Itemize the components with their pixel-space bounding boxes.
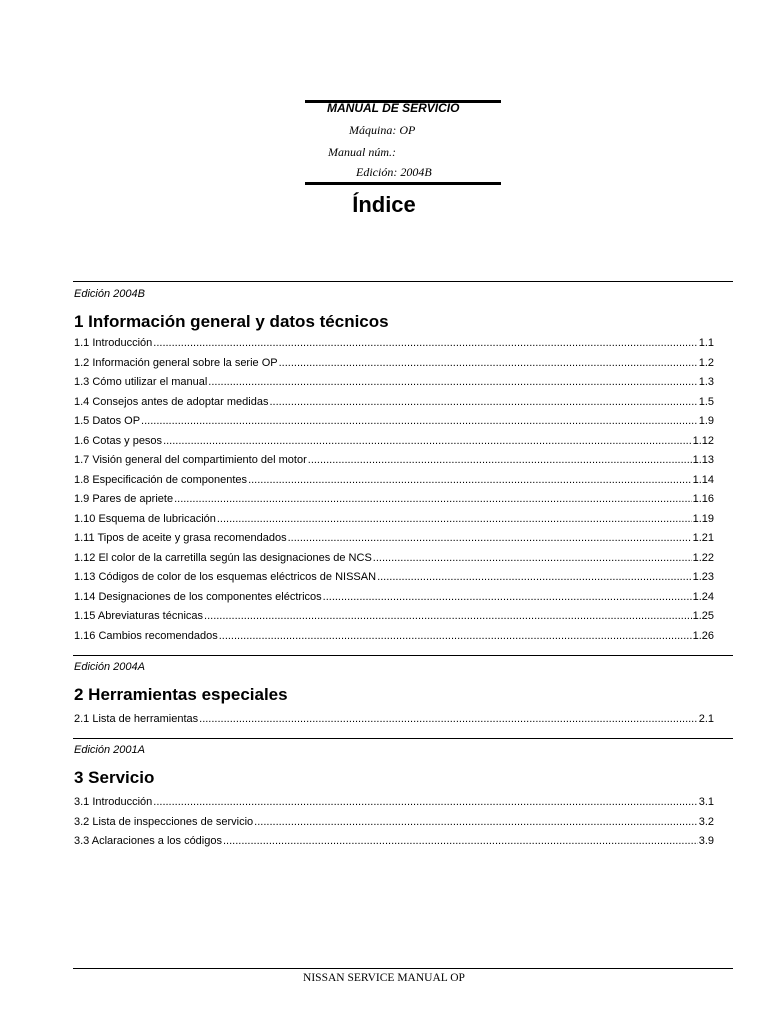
toc-entry-page: 3.9	[698, 835, 714, 847]
section-divider	[73, 738, 733, 739]
toc-entry-page: 1.14	[692, 473, 714, 486]
toc-entry-label: 1.6 Cotas y pesos	[74, 434, 163, 447]
toc-entry	[74, 630, 714, 650]
toc-entry-page: 1.23	[692, 571, 714, 583]
section-edition-label: Edición 2004A	[74, 661, 145, 673]
toc-leader-dots	[254, 816, 698, 828]
toc-entry-page: 1.21	[692, 532, 714, 544]
section-edition-label: Edición 2001A	[74, 744, 145, 756]
toc-entry	[74, 415, 714, 435]
toc-entry	[74, 552, 714, 572]
toc-leader-dots	[174, 493, 692, 505]
toc-leader-dots	[153, 796, 697, 808]
toc-leader-dots	[141, 415, 698, 427]
footer-text: NISSAN SERVICE MANUAL OP	[303, 972, 465, 984]
toc-entry-page: 1.12	[692, 434, 714, 447]
toc-leader-dots	[279, 357, 698, 369]
toc-entry	[74, 796, 714, 816]
toc-entry-page: 1.13	[692, 454, 714, 466]
section-edition-label: Edición 2004B	[74, 288, 145, 300]
toc-entry-page: 2.1	[698, 713, 714, 725]
toc-entry-page: 1.2	[698, 356, 714, 369]
toc-entry-page: 1.25	[692, 610, 714, 622]
section-heading: 2 Herramientas especiales	[74, 685, 288, 704]
manual-number-line: Manual núm.:	[328, 145, 396, 159]
toc-entry-page: 1.9	[698, 415, 714, 427]
toc-entry-page: 1.19	[692, 512, 714, 525]
toc-entry-label: 1.13 Códigos de color de los esquemas eléctricos de NISSAN	[74, 571, 377, 583]
toc-entry	[74, 493, 714, 513]
toc-leader-dots	[377, 571, 692, 583]
footer-rule	[73, 968, 733, 969]
toc-entry-label: 1.3 Cómo utilizar el manual	[74, 376, 208, 388]
toc-entry-label: 3.3 Aclaraciones a los códigos	[74, 835, 222, 847]
toc-leader-dots	[163, 435, 692, 447]
toc-leader-dots	[308, 454, 692, 466]
toc-leader-dots	[248, 474, 692, 486]
toc-list	[74, 337, 714, 649]
toc-entry	[74, 337, 714, 357]
toc-entry-page: 1.22	[692, 551, 714, 564]
section-heading: 3 Servicio	[74, 768, 155, 787]
section-divider	[73, 655, 733, 656]
toc-entry	[74, 532, 714, 552]
toc-entry	[74, 357, 714, 377]
machine-line: Máquina: OP	[349, 123, 416, 137]
toc-entry	[74, 435, 714, 455]
toc-leader-dots	[153, 337, 697, 349]
toc-leader-dots	[269, 396, 697, 408]
header-bottom-rule	[305, 182, 501, 185]
toc-entry	[74, 835, 714, 855]
manual-title: MANUAL DE SERVICIO	[327, 101, 460, 115]
toc-entry	[74, 610, 714, 630]
toc-entry-label: 3.1 Introducción	[74, 796, 153, 808]
toc-list	[74, 796, 714, 855]
toc-entry-label: 3.2 Lista de inspecciones de servicio	[74, 815, 254, 828]
page-title: Índice	[352, 192, 416, 217]
toc-entry-page: 3.2	[698, 815, 714, 828]
toc-entry	[74, 396, 714, 416]
toc-entry-label: 1.4 Consejos antes de adoptar medidas	[74, 395, 269, 408]
toc-entry-page: 3.1	[698, 796, 714, 808]
toc-leader-dots	[208, 376, 697, 388]
edition-line: Edición: 2004B	[356, 165, 432, 179]
toc-entry-page: 1.3	[698, 376, 714, 388]
toc-entry-page: 1.16	[692, 493, 714, 505]
toc-leader-dots	[288, 532, 692, 544]
toc-entry	[74, 713, 714, 733]
toc-list	[74, 713, 714, 733]
toc-leader-dots	[199, 713, 698, 725]
toc-entry-label: 1.15 Abreviaturas técnicas	[74, 610, 204, 622]
section-heading: 1 Información general y datos técnicos	[74, 312, 389, 331]
toc-entry	[74, 454, 714, 474]
toc-entry-label: 1.7 Visión general del compartimiento del motor	[74, 454, 307, 466]
manual-header	[305, 98, 501, 188]
toc-entry-page: 1.26	[692, 629, 714, 642]
toc-entry-page: 1.5	[698, 395, 714, 408]
toc-entry	[74, 513, 714, 533]
toc-entry-label: 1.11 Tipos de aceite y grasa recomendados	[74, 532, 287, 544]
toc-leader-dots	[219, 630, 692, 642]
toc-entry	[74, 591, 714, 611]
toc-entry-page: 1.1	[698, 337, 714, 349]
toc-entry-label: 1.8 Especificación de componentes	[74, 473, 248, 486]
toc-entry	[74, 571, 714, 591]
section-divider	[73, 281, 733, 282]
toc-leader-dots	[223, 835, 698, 847]
toc-entry-label: 1.2 Información general sobre la serie OP	[74, 356, 278, 369]
toc-leader-dots	[323, 591, 692, 603]
toc-leader-dots	[217, 513, 692, 525]
toc-entry-label: 1.14 Designaciones de los componentes eléctricos	[74, 590, 322, 603]
toc-entry-label: 1.16 Cambios recomendados	[74, 629, 218, 642]
toc-entry-label: 1.10 Esquema de lubricación	[74, 512, 216, 525]
toc-leader-dots	[373, 552, 692, 564]
toc-entry-label: 1.5 Datos OP	[74, 415, 141, 427]
toc-entry-label: 1.12 El color de la carretilla según las designaciones de NCS	[74, 551, 372, 564]
toc-leader-dots	[204, 610, 692, 622]
toc-entry-label: 1.1 Introducción	[74, 337, 153, 349]
toc-entry-label: 2.1 Lista de herramientas	[74, 713, 199, 725]
toc-entry-label: 1.9 Pares de apriete	[74, 493, 174, 505]
toc-entry	[74, 816, 714, 836]
toc-entry	[74, 474, 714, 494]
toc-entry-page: 1.24	[692, 590, 714, 603]
toc-entry	[74, 376, 714, 396]
